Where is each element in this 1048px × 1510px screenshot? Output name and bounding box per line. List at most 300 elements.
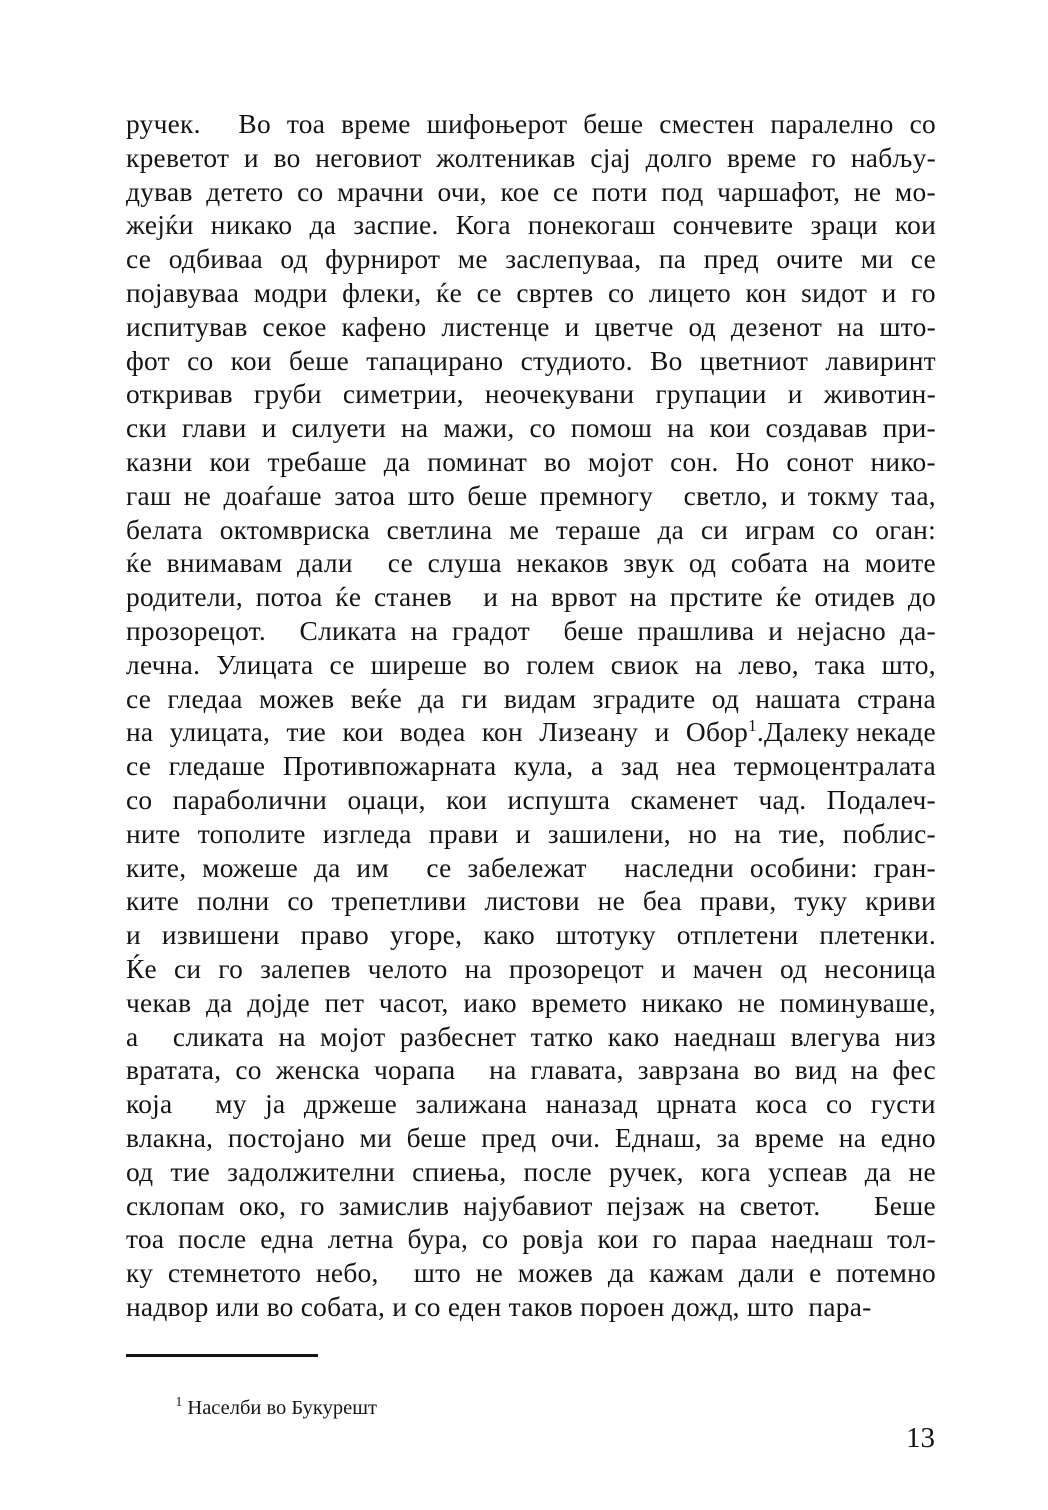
word: прстите: [669, 582, 763, 613]
word: на: [667, 413, 695, 444]
word: да: [864, 1156, 892, 1187]
word: на: [629, 582, 658, 613]
word: листови: [484, 886, 580, 917]
word: потоа: [255, 582, 323, 613]
word: наследни: [624, 852, 735, 883]
word: Беше: [873, 1190, 936, 1221]
word: се: [126, 683, 152, 714]
word: од: [126, 1156, 154, 1187]
word: зградите: [592, 683, 696, 714]
word: вид: [794, 1055, 838, 1086]
word: коса: [755, 1089, 808, 1120]
word: нашата: [755, 683, 841, 714]
word: животин-: [823, 379, 936, 410]
word: склопам: [126, 1190, 225, 1221]
word: извишени: [161, 920, 280, 951]
body-line: [126, 649, 936, 683]
word: отидев: [814, 582, 896, 613]
word: гаш: [126, 480, 172, 511]
word: собата: [730, 548, 809, 579]
word: прави,: [699, 886, 777, 917]
word: Улицата: [216, 649, 314, 680]
word: небо,: [315, 1258, 379, 1289]
word: Обор$^1$.Далеку некаде: [685, 716, 936, 748]
word: изгледа: [322, 818, 412, 849]
word: беше: [288, 345, 350, 376]
word: на: [126, 717, 154, 748]
word: задолжителни: [227, 1156, 396, 1187]
word: набљу-: [850, 142, 936, 173]
footnote-reference-marker: 1: [748, 716, 757, 736]
word: доаѓаше: [223, 480, 322, 511]
body-line: [126, 683, 936, 717]
word: со: [126, 784, 153, 815]
word: играм: [744, 514, 816, 545]
word-gap: [854, 1190, 860, 1224]
word: на: [278, 1021, 306, 1052]
word: чад.: [758, 784, 807, 815]
word: шифоњерот: [426, 109, 568, 139]
word: потемно: [836, 1258, 936, 1289]
word: на: [851, 1055, 879, 1086]
word: го: [299, 1190, 325, 1221]
word: го: [911, 277, 936, 308]
word: и: [654, 717, 670, 748]
word: се: [126, 244, 152, 275]
word-gap: [469, 1054, 475, 1088]
word: на: [734, 818, 762, 849]
word: бура,: [407, 1224, 469, 1255]
word: на: [464, 953, 492, 984]
word: не: [475, 1258, 504, 1289]
body-line: [126, 378, 936, 412]
word: црната: [656, 1089, 738, 1120]
body-line-with-footnote-ref: [126, 716, 936, 750]
word: ски: [126, 413, 167, 444]
word: оган:: [875, 514, 936, 545]
word: лавиринт: [825, 345, 936, 376]
word: термоцентралата: [733, 751, 936, 782]
word: слуша: [427, 548, 502, 579]
word: зраци: [810, 210, 878, 241]
word: да: [309, 210, 337, 241]
word: станев: [373, 582, 452, 613]
body-line: [126, 243, 936, 277]
word: и: [660, 953, 676, 984]
word: си: [173, 953, 202, 984]
word: во: [483, 649, 511, 680]
word: и: [483, 582, 499, 613]
word: од: [688, 311, 716, 342]
word: со: [481, 1224, 509, 1255]
word: оџаци,: [347, 784, 426, 815]
body-line: [126, 514, 936, 548]
word: како: [483, 920, 535, 951]
word: беше: [563, 615, 624, 646]
word: го: [652, 1224, 678, 1255]
word: една: [260, 1224, 314, 1255]
word: не: [597, 886, 626, 917]
word: за: [716, 1122, 741, 1153]
word: после: [178, 1224, 247, 1255]
word: наеднаш: [770, 1224, 874, 1255]
word: и: [787, 379, 803, 410]
word: да: [418, 683, 445, 714]
word: му: [215, 1089, 247, 1120]
word: да-: [899, 615, 936, 646]
word: густи: [870, 1089, 936, 1120]
word: групации: [655, 379, 767, 410]
body-line: [126, 345, 936, 379]
word: секое: [262, 311, 327, 342]
word: угоре,: [389, 920, 463, 951]
word: сонот: [786, 446, 854, 477]
word: го: [811, 142, 837, 173]
word: ширеше: [370, 649, 468, 680]
word: во: [544, 446, 572, 477]
word: им: [356, 852, 389, 883]
word: главата,: [530, 1055, 624, 1086]
word: затоа: [334, 480, 396, 511]
word: ѕидот: [801, 277, 868, 308]
word: на: [698, 1190, 726, 1221]
word: Лизеану: [539, 717, 639, 748]
word: го: [218, 953, 244, 984]
word: заслепуваа,: [505, 244, 642, 275]
word-gap: [191, 1088, 197, 1122]
word: можеше: [202, 852, 299, 883]
word: кога: [700, 1156, 751, 1187]
word: ќе: [335, 582, 362, 613]
word: кои: [709, 413, 751, 444]
word: ровја: [522, 1224, 584, 1255]
word: мо-: [894, 176, 936, 207]
word: премногу: [539, 480, 654, 511]
word: поблис-: [842, 818, 936, 849]
word: е: [809, 1258, 822, 1289]
word: ните: [126, 818, 181, 849]
word: никако: [210, 210, 293, 241]
word: тераше: [555, 514, 641, 545]
word: никако: [641, 987, 724, 1018]
word: кон: [745, 277, 787, 308]
word: водеа: [399, 717, 466, 748]
word: улицата,: [169, 717, 271, 748]
body-line: [126, 547, 936, 581]
word: на: [822, 548, 851, 579]
word: неа: [676, 751, 717, 782]
word: разбеснет: [399, 1021, 517, 1052]
word: под: [661, 176, 704, 207]
word: жејќи: [126, 210, 194, 241]
word: кула,: [513, 751, 574, 782]
word: прашлива: [637, 615, 755, 646]
word: паралелно: [770, 109, 894, 139]
word: Ќе: [126, 953, 157, 984]
word: пејзаж: [606, 1190, 685, 1221]
word: кое: [500, 176, 540, 207]
word-gap: [393, 1257, 399, 1291]
word: се: [910, 244, 936, 275]
body-line: [126, 209, 936, 243]
word: светло,: [683, 480, 769, 511]
word: да: [313, 852, 341, 883]
word: од: [779, 953, 808, 984]
word: ми: [359, 1122, 393, 1153]
word: цветниот: [699, 345, 809, 376]
word: сончевите: [672, 210, 794, 241]
word: таа,: [891, 480, 936, 511]
word: се: [387, 548, 413, 579]
word: си: [700, 514, 729, 545]
word: со: [832, 514, 859, 545]
word: детето: [206, 176, 284, 207]
word: фот: [126, 345, 170, 376]
word: трепетливи: [331, 886, 467, 917]
word: право: [300, 920, 369, 951]
word: нејасно: [797, 615, 887, 646]
word: долго: [645, 142, 713, 173]
word: тие,: [778, 818, 826, 849]
word: на: [410, 615, 439, 646]
word: од: [280, 244, 308, 275]
word: мрачни: [337, 176, 424, 207]
word: замислив: [338, 1190, 450, 1221]
body-line: [126, 108, 936, 142]
word: ручек.: [126, 109, 201, 139]
word: глави: [181, 413, 247, 444]
word: фурнирот: [325, 244, 441, 275]
word: не: [853, 176, 882, 207]
word: неочекувани: [484, 379, 635, 410]
word: ките: [126, 886, 180, 917]
word: како: [607, 1021, 660, 1052]
word: и: [881, 277, 897, 308]
word: беше: [583, 109, 644, 139]
word: не: [908, 1156, 936, 1187]
word: летна: [327, 1224, 394, 1255]
word: испушта: [507, 784, 611, 815]
word: лево,: [738, 649, 799, 680]
word: врвот: [550, 582, 617, 613]
word: несоница: [824, 953, 936, 984]
word: ги: [461, 683, 488, 714]
word: моите: [864, 548, 936, 579]
word: не: [183, 480, 212, 511]
word: Противпожарната: [282, 751, 497, 782]
word: во: [753, 1055, 781, 1086]
body-line: [126, 1190, 936, 1224]
word: мажи,: [443, 413, 515, 444]
word: а: [590, 751, 604, 782]
word: тоа: [126, 1224, 165, 1255]
word: на: [489, 1055, 517, 1086]
word: после: [523, 1156, 592, 1187]
word: фес: [892, 1055, 936, 1086]
word: и: [126, 920, 141, 951]
word: можев: [258, 683, 335, 714]
word: кои: [209, 446, 251, 477]
word: и: [564, 311, 580, 342]
word: ќе: [436, 277, 463, 308]
word-gap: [465, 581, 471, 615]
word: видам: [503, 683, 577, 714]
word: сјај: [590, 142, 631, 173]
body-line: [126, 1223, 936, 1257]
word: што,: [881, 649, 936, 680]
word: казни: [126, 446, 193, 477]
word: времето: [531, 987, 627, 1018]
word: тие: [170, 1156, 211, 1187]
word: сон.: [670, 446, 719, 477]
body-line: [126, 277, 936, 311]
word: успеав: [767, 1156, 848, 1187]
word-gap: [666, 480, 672, 514]
body-line: [126, 581, 936, 615]
word: иако: [463, 987, 517, 1018]
word: зашилени,: [547, 818, 671, 849]
body-line: [126, 615, 936, 649]
word: испитував: [126, 311, 248, 342]
body-line: [126, 311, 936, 345]
word: не: [737, 987, 766, 1018]
word: отплетени: [676, 920, 799, 951]
word: што: [407, 480, 455, 511]
word: прозорецот.: [126, 615, 267, 646]
word: се: [476, 277, 502, 308]
word: но: [688, 818, 718, 849]
body-text-block: [126, 108, 936, 1325]
word: звук: [623, 548, 675, 579]
word: симетрии,: [342, 379, 464, 410]
word: требаше: [267, 446, 367, 477]
word: голем: [526, 649, 595, 680]
word: пред: [481, 1122, 537, 1153]
body-line: [126, 1021, 936, 1055]
word: со: [297, 176, 324, 207]
word: гран-: [873, 852, 936, 883]
word: и: [243, 142, 259, 173]
word: се: [329, 649, 355, 680]
word: лечна.: [126, 649, 201, 680]
word: некаков: [516, 548, 609, 579]
word: кои: [342, 717, 384, 748]
body-line: [126, 919, 936, 953]
footnote: [155, 1366, 855, 1450]
word: штотуку: [555, 920, 656, 951]
word: ќе: [775, 582, 802, 613]
word: откривав: [126, 379, 233, 410]
word: се: [126, 751, 152, 782]
word: тапацирано: [366, 345, 504, 376]
body-line: [126, 818, 936, 852]
word: со: [235, 1055, 262, 1086]
word: силуети: [291, 413, 387, 444]
word: туку: [794, 886, 848, 917]
word: кафено: [341, 311, 427, 342]
word: поти: [591, 176, 648, 207]
word: пет: [324, 987, 365, 1018]
word: криви: [865, 886, 936, 917]
word: со: [909, 109, 936, 139]
word: и: [515, 818, 531, 849]
word: ме: [509, 514, 540, 545]
body-line: [126, 1088, 936, 1122]
word: гледаа: [167, 683, 243, 714]
word: беше: [467, 480, 528, 511]
word: белата: [126, 514, 203, 545]
word: чаршафот,: [717, 176, 841, 207]
word: од: [688, 548, 717, 579]
word: така: [814, 649, 866, 680]
word: низ: [894, 1021, 936, 1052]
word: со: [607, 277, 635, 308]
word: креветот: [126, 142, 230, 173]
word: дував: [126, 176, 193, 207]
word: на: [837, 311, 865, 342]
word: кои: [894, 210, 936, 241]
body-line: [126, 1257, 936, 1291]
word: зад: [620, 751, 659, 782]
word: полни: [197, 886, 270, 917]
word: тополите: [197, 818, 306, 849]
word: сместен: [659, 109, 755, 139]
word: неговиот: [315, 142, 422, 173]
word: едно: [880, 1122, 936, 1153]
word: понекогаш: [527, 210, 656, 241]
word: дали: [738, 1258, 795, 1289]
word: студиото.: [520, 345, 633, 376]
body-line: [126, 953, 936, 987]
word: спиења,: [412, 1156, 507, 1187]
word: можев: [517, 1258, 594, 1289]
body-line: [126, 480, 936, 514]
word: кои: [597, 1224, 639, 1255]
word: листенце: [441, 311, 550, 342]
word: Во: [238, 109, 271, 139]
footnote-marker: 1: [175, 1394, 183, 1410]
body-line: [126, 1156, 936, 1190]
word: ките,: [126, 852, 187, 883]
word: нико-: [870, 446, 936, 477]
word: тоа: [286, 109, 326, 139]
word: беа: [642, 886, 682, 917]
word: лицето: [648, 277, 732, 308]
word: светлина: [386, 514, 493, 545]
word: заспие.: [353, 210, 439, 241]
word: време: [754, 1122, 825, 1153]
body-line: [126, 142, 936, 176]
word: ми: [860, 244, 894, 275]
word: ку: [126, 1258, 154, 1289]
word-gap: [367, 547, 373, 581]
body-line: [126, 750, 936, 784]
word: ручек,: [608, 1156, 684, 1187]
word: светот.: [739, 1190, 821, 1221]
word: дали: [297, 548, 353, 579]
word: прозорецот: [508, 953, 644, 984]
body-line: [126, 987, 936, 1021]
word: ме: [457, 244, 488, 275]
word-gap: [405, 852, 411, 886]
word: страна: [857, 683, 936, 714]
body-line: [126, 784, 936, 818]
word: влегува: [790, 1021, 881, 1052]
word: време: [726, 142, 797, 173]
word: што: [413, 1258, 461, 1289]
body-line: [126, 412, 936, 446]
word: и: [261, 413, 277, 444]
